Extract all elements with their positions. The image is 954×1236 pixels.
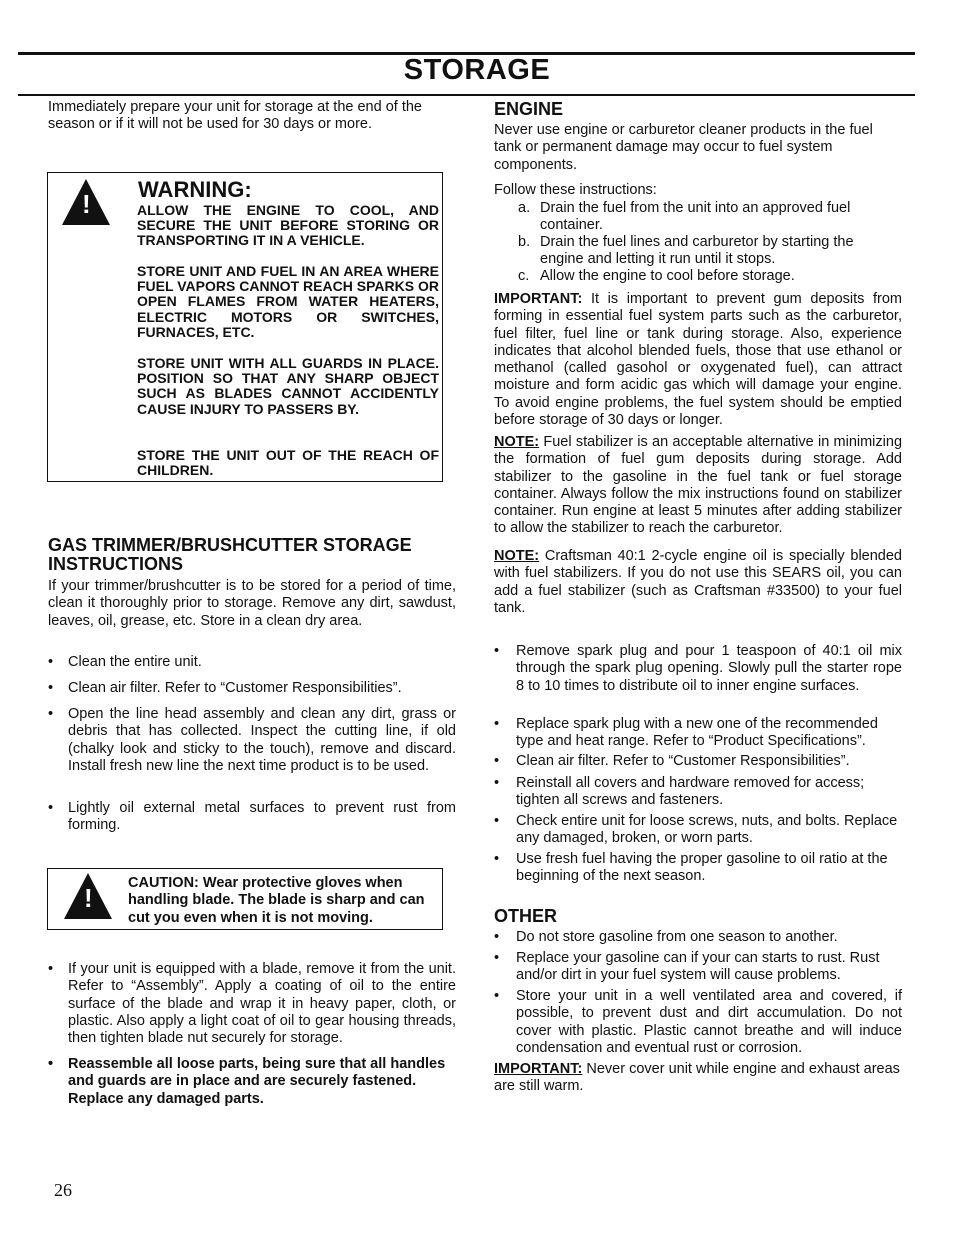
warning-paragraph: ALLOW THE ENGINE TO COOL, AND SECURE THE UNIT BEFORE STORING OR TRANSPORTING IT IN A VEHICLE. bbox=[137, 202, 439, 249]
warning-box bbox=[47, 172, 443, 482]
caution-triangle-icon: ! bbox=[64, 873, 112, 919]
page-number: 26 bbox=[54, 1180, 72, 1200]
title-rule bbox=[18, 94, 915, 96]
other-heading: OTHER bbox=[494, 906, 557, 926]
important-paragraph: IMPORTANT: It is important to prevent gum deposits from forming in essential fuel system parts such as the carburetor, fuel filter, fuel line or tank during storage. Also, experience indicates that alcohol blended fuels, those that use ethanol or methanol (called gasohol or oxygenated fuel), can attract moisture and form acidic gas which will damage your engine. To avoid engine problems, the fuel system should be emptied before storage of 30 days or longer. bbox=[494, 291, 903, 429]
warning-triangle-icon: ! bbox=[62, 179, 110, 225]
warning-title: WARNING: bbox=[138, 177, 252, 202]
caution-box bbox=[47, 868, 443, 930]
follow-instructions: Follow these instructions: bbox=[494, 182, 657, 198]
engine-heading: ENGINE bbox=[494, 99, 564, 119]
warning-paragraph: STORE UNIT AND FUEL IN AN AREA WHERE FUEL VAPORS CANNOT REACH SPARKS OR OPEN FLAMES FROM WATER HEATERS, ELECTRIC MOTORS OR SWITCHES, FURNACES, ETC. bbox=[137, 263, 439, 340]
engine-warning: Never use engine or carburetor cleaner products in the fuel tank or permanent damage may occur to fuel system components. bbox=[494, 122, 873, 173]
intro-paragraph: Immediately prepare your unit for storage at the end of the season or if it will not be used for 30 days or more. bbox=[48, 99, 422, 133]
note-paragraph: NOTE: Fuel stabilizer is an acceptable alternative in minimizing the formation of fuel gum deposits during storage. Add stabilizer to the gasoline in the fuel tank or fuel storage container. Always follow the mix instructions found on stabilizer container. Run engine at least 5 minutes after adding stabilizer to allow the stabilizer to reach the carburetor. bbox=[494, 434, 903, 537]
trimmer-intro: If your trimmer/brushcutter is to be stored for a period of time, clean it thoroughly prior to storage. Remove any dirt, sawdust, leaves, oil, grease, etc. Store in a clean dry area. bbox=[48, 578, 456, 629]
note-paragraph: NOTE: Craftsman 40:1 2-cycle engine oil is specially blended with fuel stabilizers. If you do not use this SEARS oil, you can add a fuel stabilizer (such as Craftsman #33500) to your fuel tank. bbox=[494, 548, 902, 616]
page-title: STORAGE bbox=[403, 54, 551, 86]
warning-paragraph: STORE THE UNIT OUT OF THE REACH OF CHILDREN. bbox=[137, 447, 439, 479]
caution-text: CAUTION: Wear protective gloves when handling blade. The blade is sharp and can cut you even when it is not moving. bbox=[128, 875, 425, 926]
important-paragraph: IMPORTANT: Never cover unit while engine and exhaust areas are still warm. bbox=[494, 1061, 900, 1095]
trimmer-heading: GAS TRIMMER/BRUSHCUTTER STORAGE INSTRUCTIONS bbox=[48, 535, 412, 574]
warning-paragraph: STORE UNIT WITH ALL GUARDS IN PLACE. POSITION SO THAT ANY SHARP OBJECT SUCH AS BLADES CANNOT ACCIDENTLY CAUSE INJURY TO PASSERS BY. bbox=[137, 355, 439, 417]
